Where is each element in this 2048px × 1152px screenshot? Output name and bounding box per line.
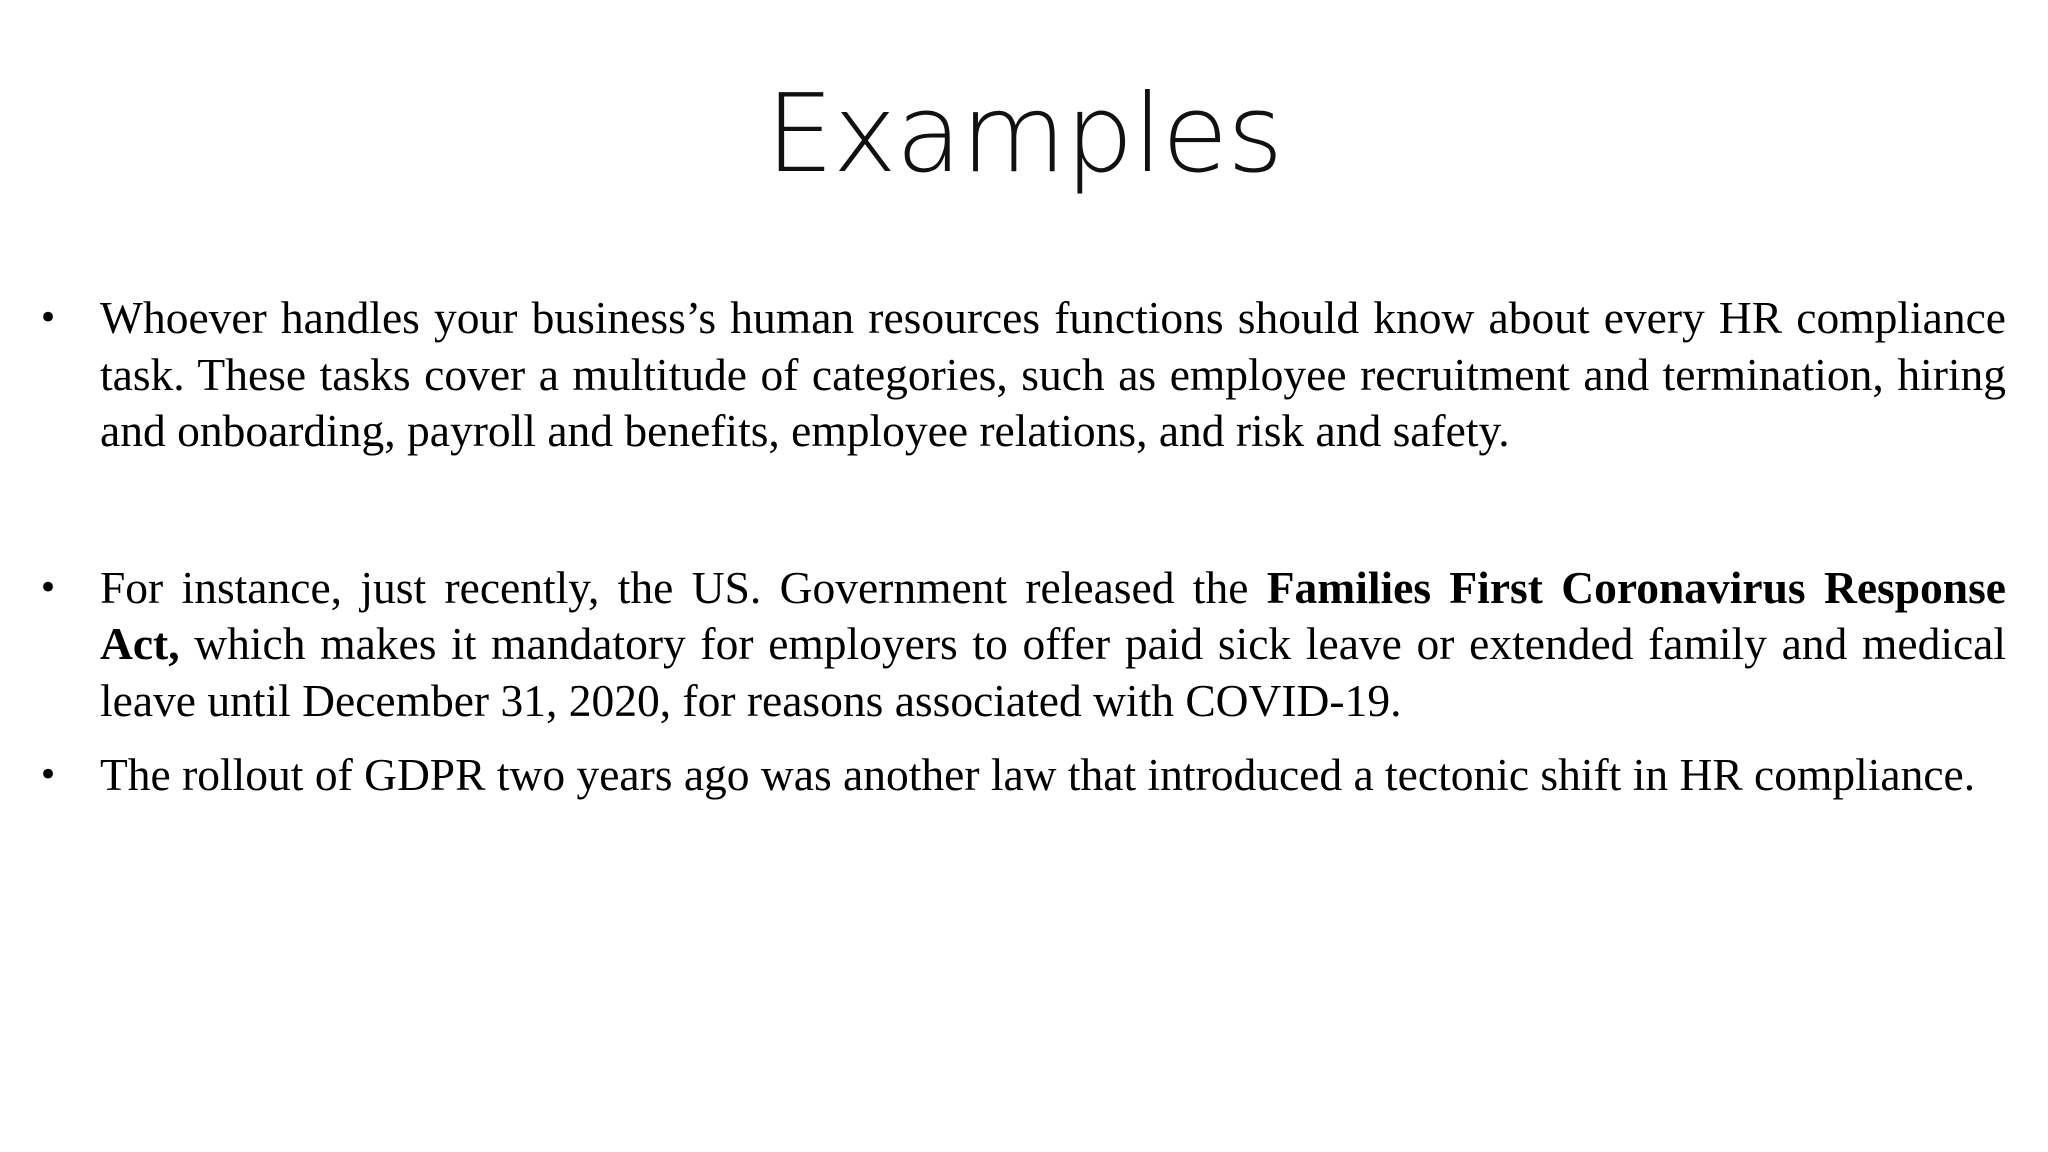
bullet-dot-icon: • [38,755,59,795]
bullet-text-after: which makes it mandatory for employers to offer paid sick leave or extended family and medical leave until December 31, 2020, for reasons associated with COVID-19. [100,618,2006,726]
bullet-text: The rollout of GDPR two years ago was another law that introduced a tectonic shift in HR compliance. [100,749,1976,800]
act-name-bold: Families First Coronavirus Response Act, [100,561,2006,669]
slide-title: Examples [765,72,1283,197]
bullet-dot-icon: • [38,298,59,338]
bullet-text [100,560,2006,730]
bullet-list [36,290,2006,804]
bullet-item-ffcra [36,560,2006,730]
bullet-dot-icon: • [38,567,59,608]
bullet-text-before: For instance, just recently, the US. Government released the [100,561,1267,613]
bullet-text: Whoever handles your business’s human resources functions should know about every HR compliance task. These tasks cover a multitude of categories, such as employee recruitment and termination, hiring and onboarding, payroll and benefits, employee relations, and risk and safety. [100,292,2006,456]
bullet-item-gdpr [36,747,2006,804]
bullet-item-hr-tasks [36,290,2006,460]
